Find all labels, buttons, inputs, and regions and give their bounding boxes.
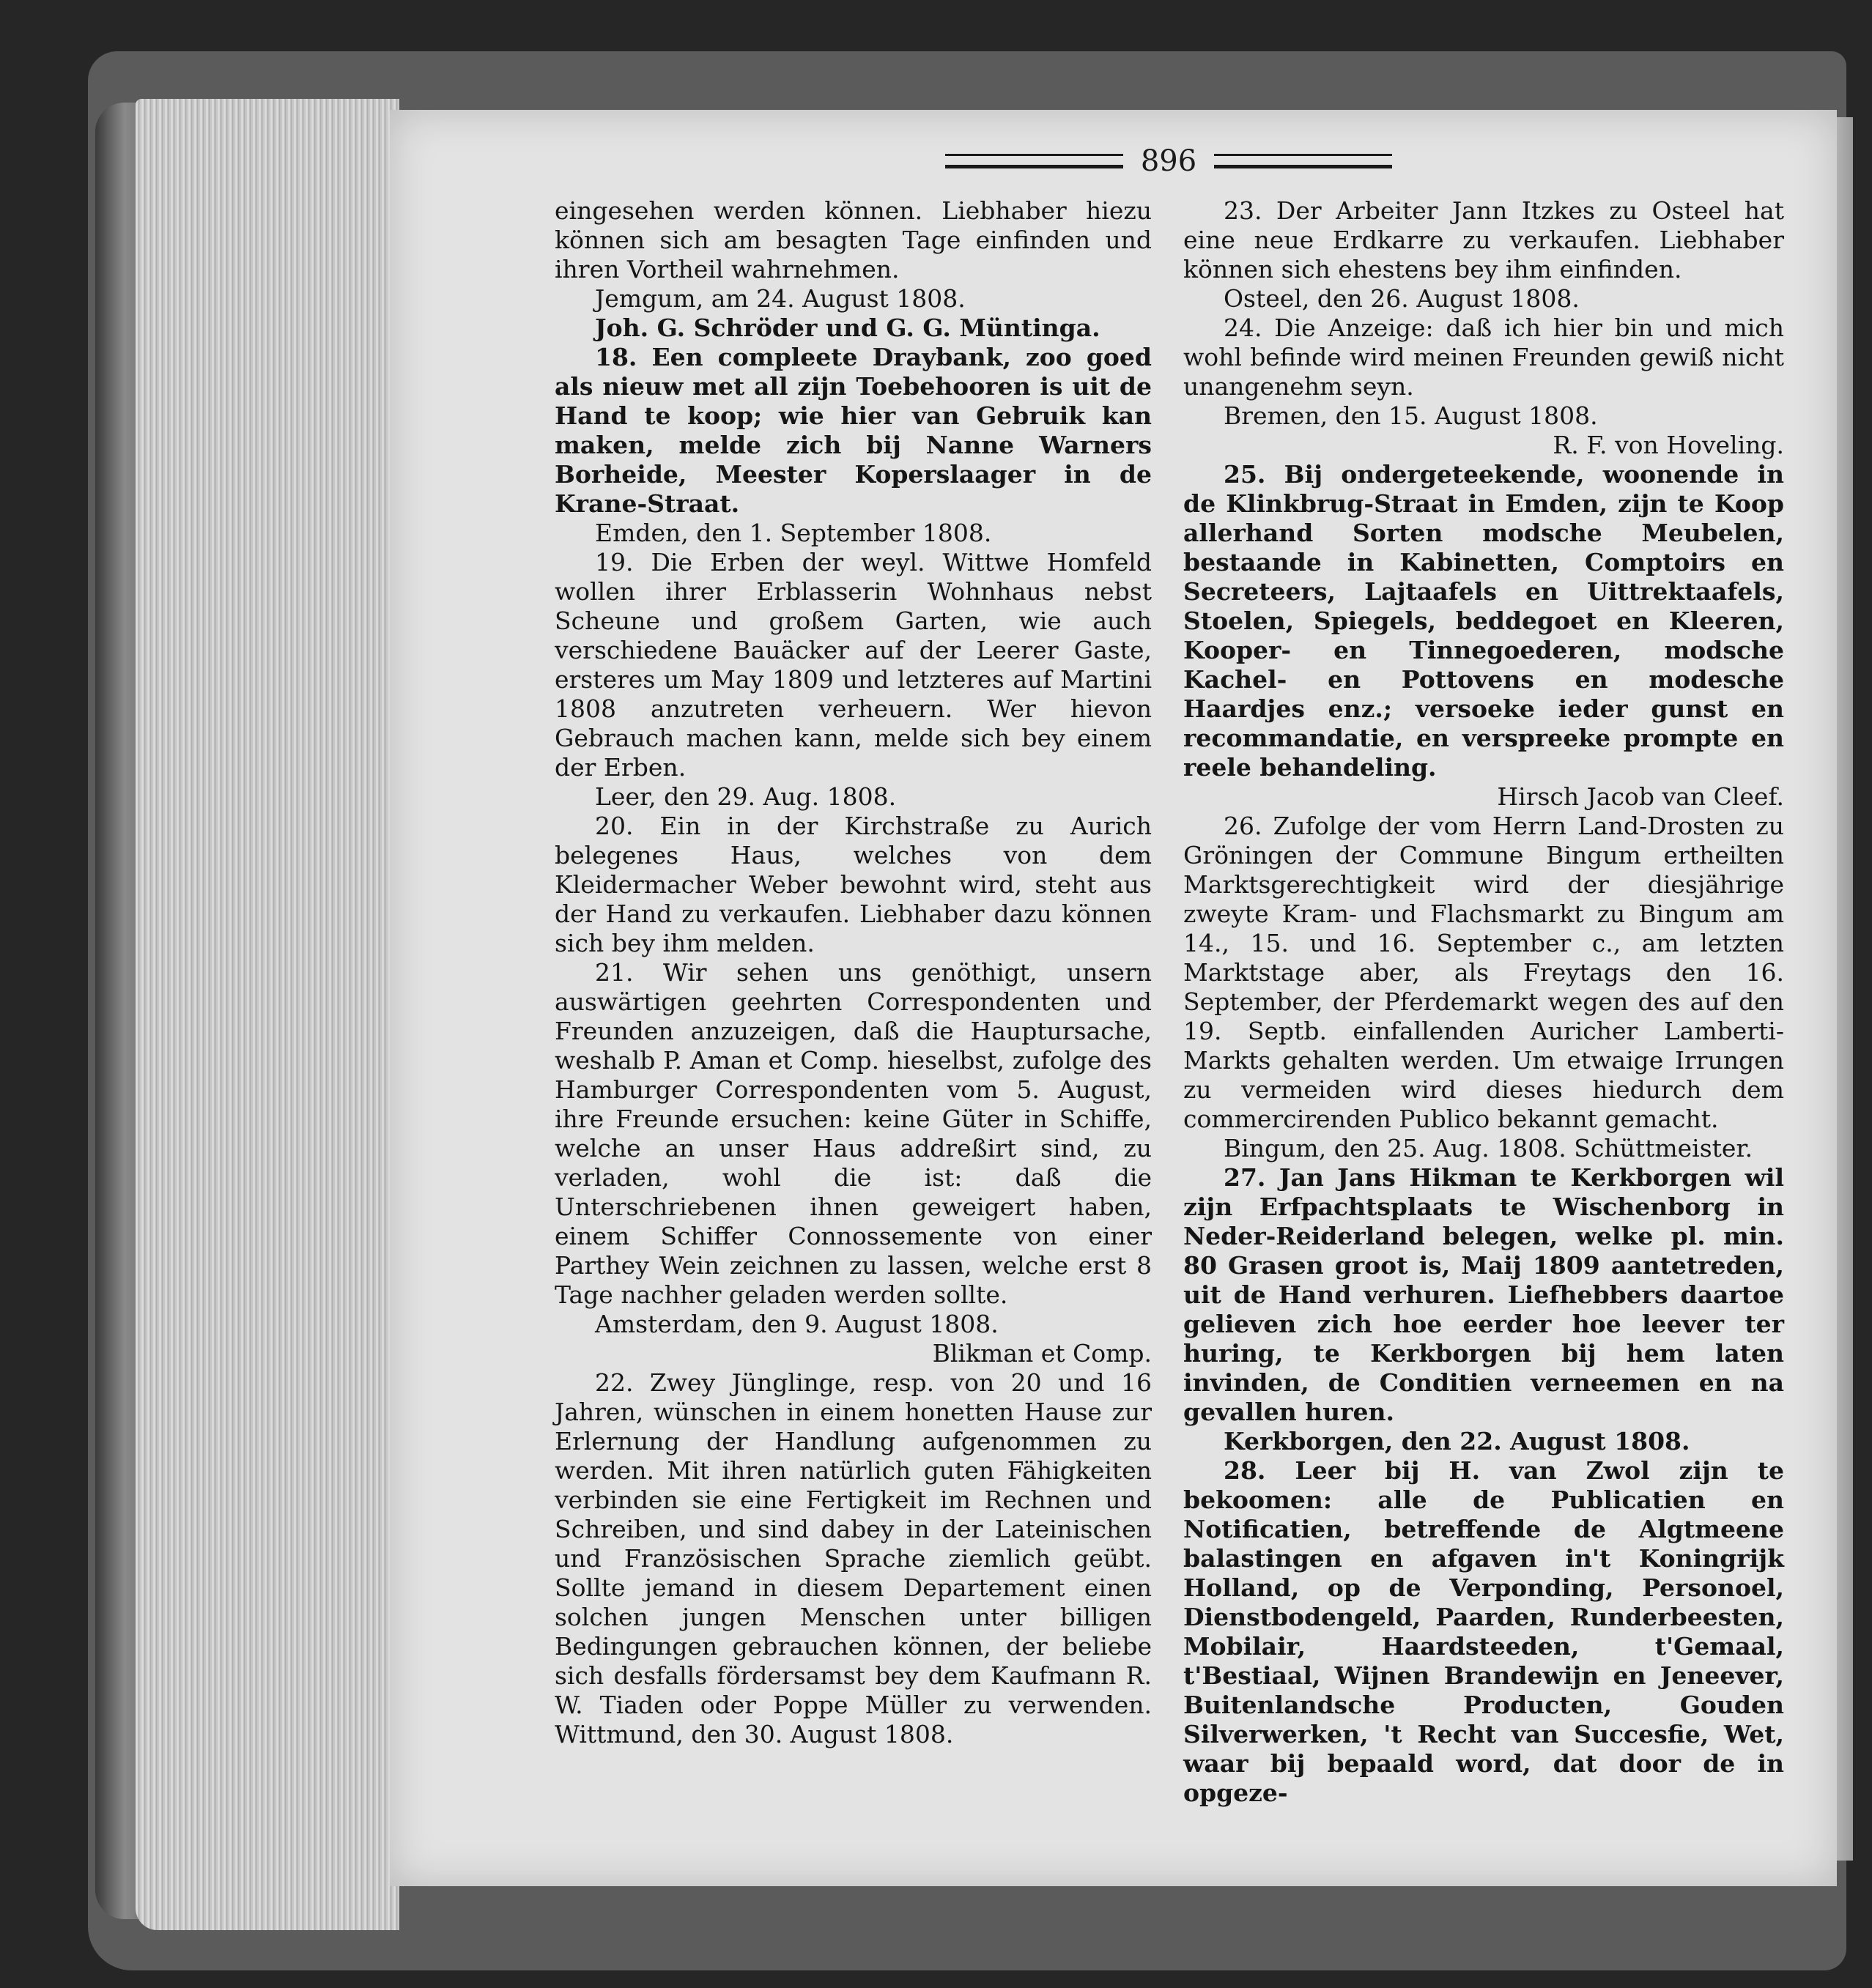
right-column [1183,196,1784,1808]
dateline: Leer, den 29. Aug. 1808. [595,782,897,811]
dateline: Bremen, den 15. August 1808. [1224,401,1598,430]
signature: Blikman et Comp. [932,1339,1152,1368]
page-header [945,144,1392,179]
dateline: Osteel, den 26. August 1808. [1224,284,1580,313]
notice-19: 19. Die Erben der weyl. Wittwe Homfeld wollen ihrer Erblasserin Wohnhaus nebst Scheune und großem Garten, wie auch verschiedene Bauäcker auf der Leerer Gaste, ersteres um May 1809 und letzteres auf Martini 1808 anzutreten verheuern. Wer hievon Gebrauch machen kann, melde sich bey einem der Erben. [555,548,1152,782]
signature: Hirsch Jacob van Cleef. [1497,782,1784,811]
notice-18: 18. Een compleete Draybank, zoo goed als nieuw met all zijn Toebehooren is uit de Hand te koop; wie hier van Gebruik kan maken, melde zich bij Nanne Warners Borheide, Meester Koperslaager in de Krane-Straat. [555,343,1152,518]
dateline: Amsterdam, den 9. August 1808. [595,1310,999,1338]
notice-28: 28. Leer bij H. van Zwol zijn te bekoomen: alle de Publicatien en Notificatien, betreffende de Algtmeene balastingen en afgaven in't Koningrijk Holland, op de Verponding, Personoel, Dienstbodengeld, Paarden, Runderbeesten, Mobilair, Haardsteeden, t'Gemaal, t'Bestiaal, Wijnen Brandewijn en Jeneever, Buitenlandsche Producten, Gouden Silverwerken, 't Recht van Succesfie, Wet, waar bij bepaald word, dat door de in opgeze- [1183,1456,1784,1807]
dateline: Bingum, den 25. Aug. 1808. Schüttmeister. [1224,1134,1753,1162]
notice-26: 26. Zufolge der vom Herrn Land-Drosten zu Gröningen der Commune Bingum ertheilten Marktsgerechtigkeit wird der diesjährige zweyte Kram- und Flachsmarkt zu Bingum am 14., 15. und 16. September c., am letzten Marktstage aber, als Freytags den 16. September, der Pferdemarkt wegen des auf den 19. Septb. einfallenden Auricher Lamberti-Markts gehalten werden. Um etwaige Irrungen zu vermeiden wird dieses hiedurch dem commercirenden Publico bekannt gemacht. [1183,812,1784,1133]
notice-24: 24. Die Anzeige: daß ich hier bin und mich wohl befinde wird meinen Freunden gewiß nicht unangenehm seyn. [1183,314,1784,401]
notice-22: 22. Zwey Jünglinge, resp. von 20 und 16 Jahren, wünschen in einem honetten Hause zur Erlernung der Handlung aufgenommen zu werden. Mit ihren natürlich guten Fähigkeiten verbinden sie eine Fertigkeit im Rechnen und Schreiben, und sind dabey in der Lateinischen und Französischen Sprache ziemlich geübt. Sollte jemand in diesem Departement einen solchen jungen Menschen unter billigen Bedingungen gebrauchen können, der beliebe sich desfalls fördersamst bey dem Kaufmann R. W. Tiaden oder Poppe Müller zu verwenden. Wittmund, den 30. August 1808. [555,1368,1152,1748]
signature: R. F. von Hoveling. [1553,431,1784,459]
header-rule-right [1214,154,1392,168]
dateline: Kerkborgen, den 22. August 1808. [1224,1427,1690,1455]
left-column [555,196,1152,1749]
dateline: Emden, den 1. September 1808. [595,519,992,547]
signature: Joh. G. Schröder und G. G. Müntinga. [595,314,1100,342]
notice-20: 20. Ein in der Kirchstraße zu Aurich belegenes Haus, welches von dem Kleidermacher Weber bewohnt wird, steht aus der Hand zu verkaufen. Liebhaber dazu können sich bey ihm melden. [555,812,1152,957]
notice-23: 23. Der Arbeiter Jann Itzkes zu Osteel hat eine neue Erdkarre zu verkaufen. Liebhaber können sich ehestens bey ihm einfinden. [1183,196,1784,283]
paragraph: eingesehen werden können. Liebhaber hiezu können sich am besagten Tage einfinden und ihren Vortheil wahrnehmen. [555,196,1152,283]
page-number: 896 [1140,144,1197,178]
page-edges [136,99,399,1930]
header-rule-left [945,154,1123,168]
notice-27: 27. Jan Jans Hikman te Kerkborgen wil zijn Erfpachtsplaats te Wischenborg in Neder-Reiderland belegen, welke pl. min. 80 Grasen groot is, Maij 1809 aantetreden, uit de Hand verhuren. Liefhebbers daartoe gelieven zich hoe eerder hoe leever ter huring, te Kerkborgen bij hem laten invinden, de Conditien verneemen en na gevallen huren. [1183,1163,1784,1426]
dateline: Jemgum, am 24. August 1808. [595,284,966,313]
notice-25: 25. Bij ondergeteekende, woonende in de Klinkbrug-Straat in Emden, zijn te Koop allerhand Sorten modsche Meubelen, bestaande in Kabinetten, Comptoirs en Secreteers, Lajtaafels en Uittrektaafels, Stoelen, Spiegels, beddegoet en Kleeren, Kooper- en Tinnegoederen, modsche Kachel- en Pottovens en modesche Haardjes enz.; versoeke ieder gunst en recommandatie, en verspreeke prompte en reele behandeling. [1183,460,1784,782]
notice-21: 21. Wir sehen uns genöthigt, unsern auswärtigen geehrten Correspondenten und Freunden anzuzeigen, daß die Hauptursache, weshalb P. Aman et Comp. hieselbst, zufolge des Hamburger Correspondenten vom 5. August, ihre Freunde ersuchen: keine Güter in Schiffe, welche an unser Haus addreßirt sind, zu verladen, wohl die ist: daß die Unterschriebenen ihnen geweigert haben, einem Schiffer Connossemente von einer Parthey Wein zeichnen zu lassen, welche erst 8 Tage nachher geladen werden sollte. [555,958,1152,1309]
